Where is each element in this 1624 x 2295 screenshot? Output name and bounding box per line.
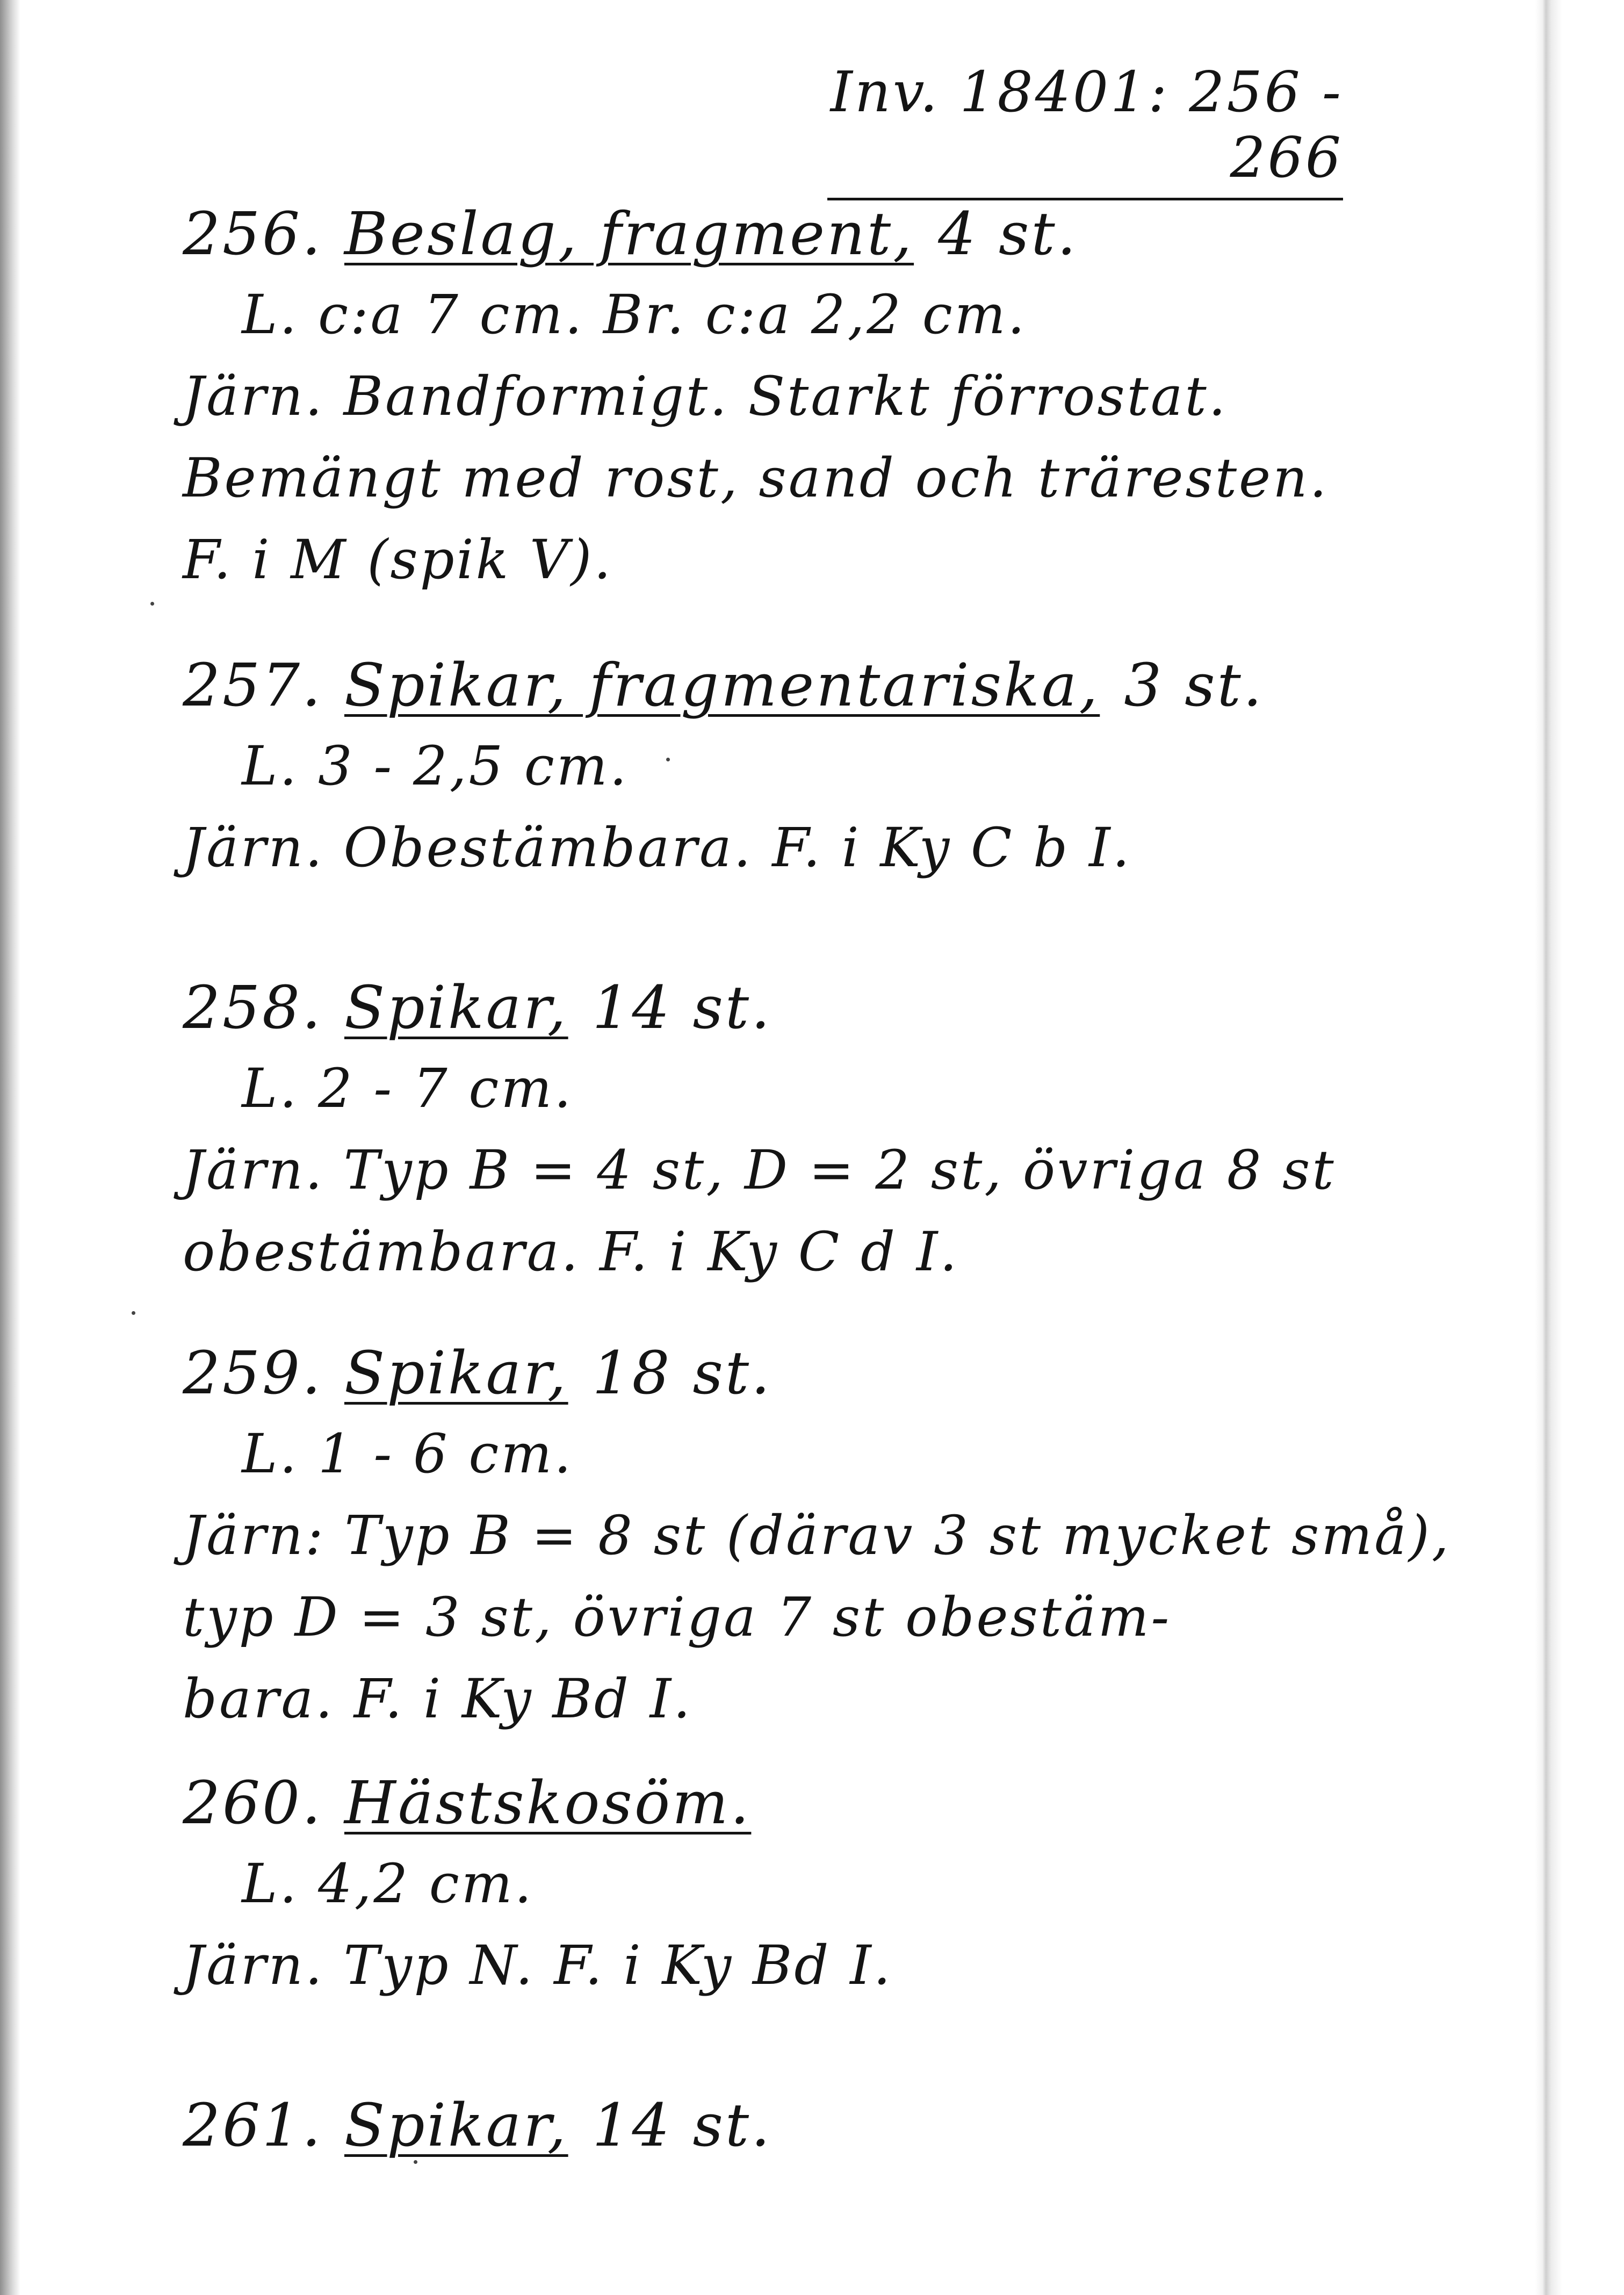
entry-count: 4 st. (938, 199, 1078, 268)
entry-description-line: Järn. Obestämbara. F. i Ky C b I. (183, 816, 1132, 879)
entry-measurements: L. c:a 7 cm. Br. c:a 2,2 cm. (242, 283, 1027, 346)
entry-count: 14 st. (592, 2091, 773, 2160)
entry-count: 14 st. (592, 973, 773, 1042)
entry-number: 260. (183, 1768, 323, 1837)
entry-title: Spikar, (344, 2091, 568, 2160)
entry-title: Beslag, fragment, (344, 199, 914, 268)
entry-count: 3 st. (1124, 651, 1264, 720)
entry-description-line: Järn: Typ B = 8 st (därav 3 st mycket små), (183, 1504, 1451, 1567)
ink-speck (414, 2160, 417, 2164)
entry-description-line: Bemängt med rost, sand och träresten. (183, 447, 1329, 509)
entry-title: Spikar, (344, 1339, 568, 1407)
catalog-entry-259 (183, 1333, 1451, 1740)
entry-number: 261. (183, 2091, 323, 2160)
entry-title: Spikar, fragmentariska, (344, 651, 1100, 720)
entry-title: Hästskosöm. (344, 1768, 752, 1837)
catalog-entry-256 (183, 193, 1418, 601)
entry-heading (183, 1333, 1418, 1413)
entry-number: 259. (183, 1339, 323, 1407)
entry-heading (183, 645, 1418, 725)
catalog-entry-261 (183, 2085, 1418, 2165)
page-shadow-left (0, 0, 20, 2295)
entry-heading (183, 2085, 1418, 2165)
page-edge-right (1535, 0, 1624, 2295)
entry-heading (183, 1762, 1418, 1843)
entry-measurements: L. 3 - 2,5 cm. (242, 735, 629, 797)
entry-description-line: Järn. Bandformigt. Starkt förrostat. (183, 365, 1228, 428)
entry-description-line: typ D = 3 st, övriga 7 st obestäm- (183, 1586, 1172, 1649)
entry-description-line: bara. F. i Ky Bd I. (183, 1667, 692, 1730)
ink-speck (132, 1311, 135, 1315)
entry-heading (183, 193, 1418, 274)
catalog-entry-258 (183, 967, 1418, 1293)
inventory-number: Inv. 18401: 256 - 266 (827, 59, 1343, 200)
entry-count: 18 st. (592, 1339, 773, 1407)
entry-number: 257. (183, 651, 323, 720)
catalog-entry-260 (183, 1762, 1418, 2006)
entry-measurements: L. 4,2 cm. (242, 1852, 534, 1915)
catalog-entry-257 (183, 645, 1418, 889)
entry-description-line: Järn. Typ N. F. i Ky Bd I. (183, 1934, 893, 1997)
entry-number: 256. (183, 199, 323, 268)
ink-speck (150, 602, 154, 606)
entry-measurements: L. 2 - 7 cm. (242, 1057, 573, 1120)
entry-number: 258. (183, 973, 323, 1042)
entry-title: Spikar, (344, 973, 568, 1042)
entry-heading (183, 967, 1418, 1048)
entry-description-line: F. i M (spik V). (183, 528, 613, 591)
entry-measurements: L. 1 - 6 cm. (242, 1422, 573, 1485)
entry-description-line: Järn. Typ B = 4 st, D = 2 st, övriga 8 st (183, 1139, 1336, 1202)
entry-description-line: obestämbara. F. i Ky C d I. (183, 1220, 959, 1283)
ink-speck (666, 758, 670, 761)
